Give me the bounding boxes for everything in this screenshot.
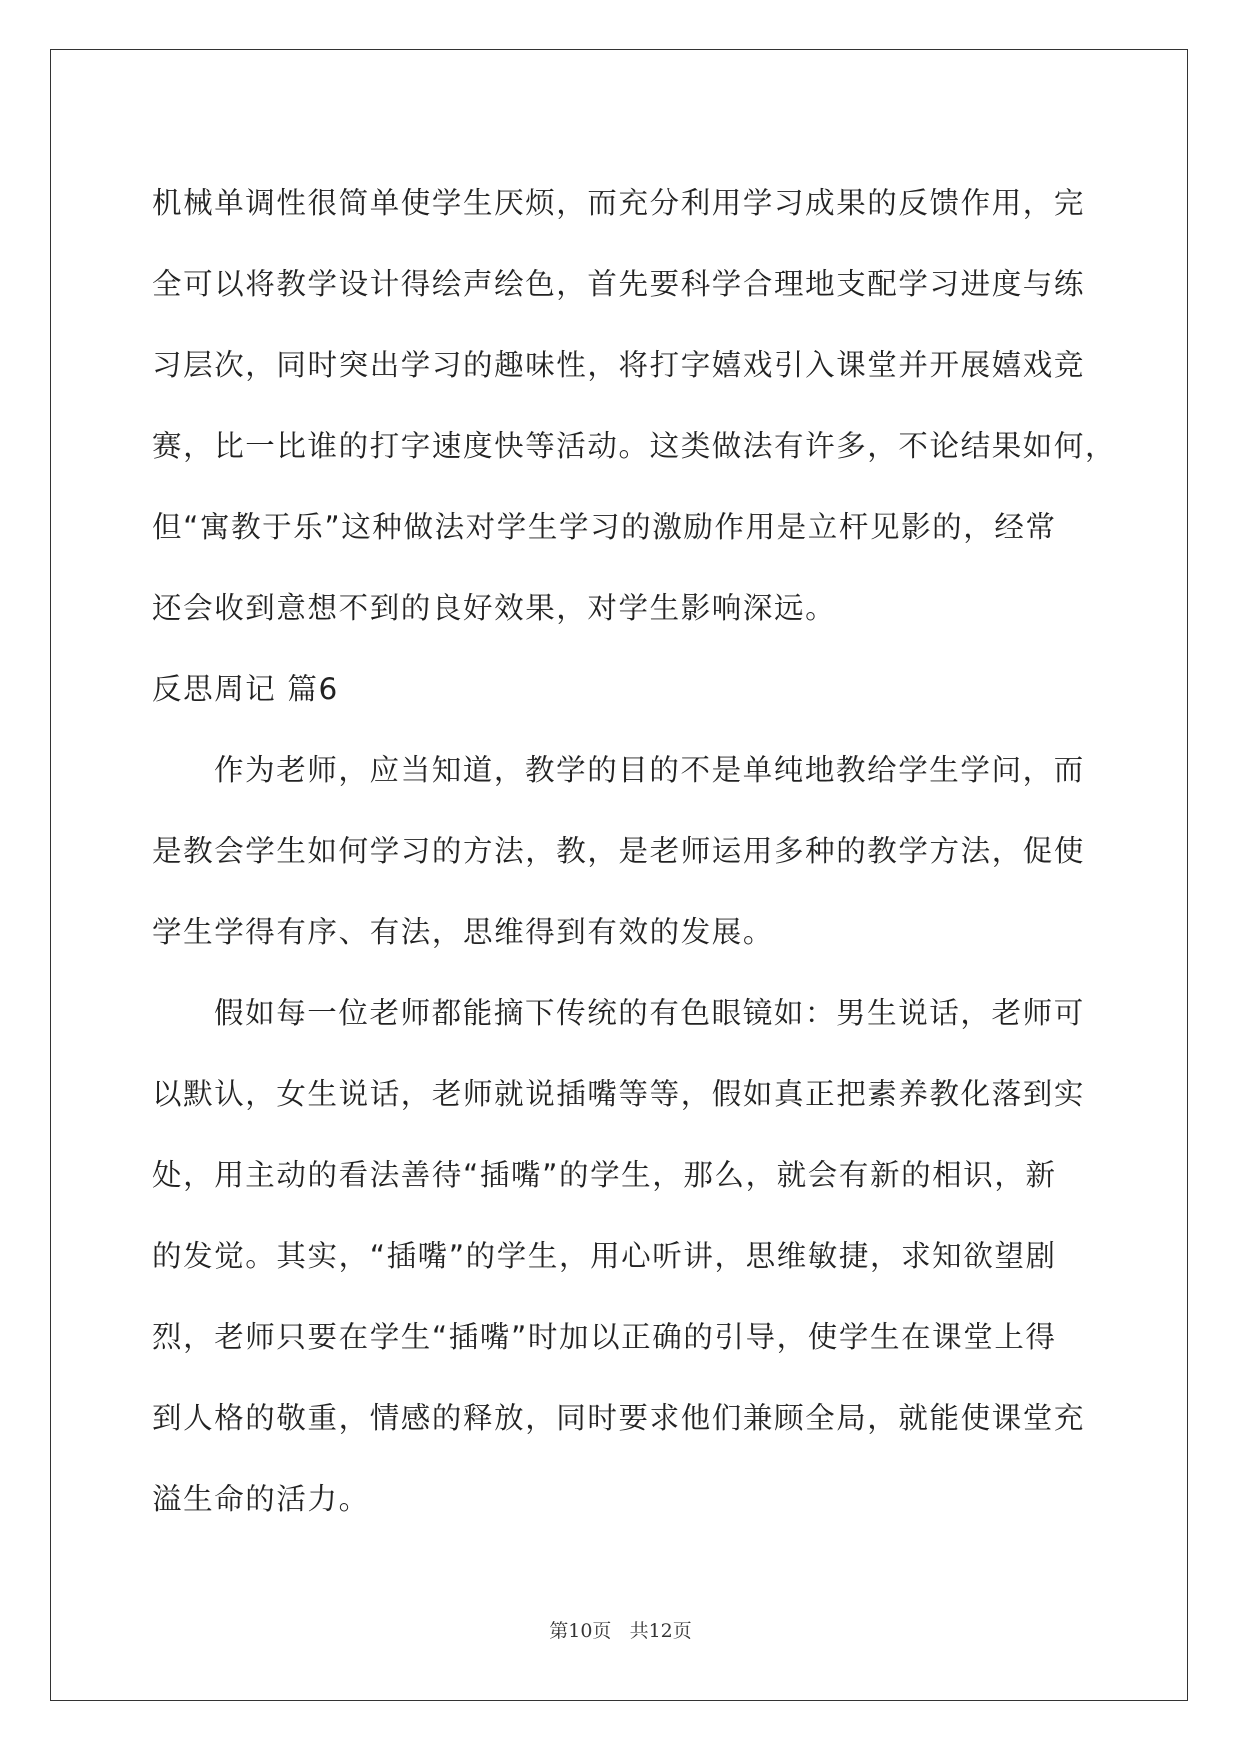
page-footer [0,1616,1241,1643]
text-line: 学生学得有序、有法，思维得到有效的发展。 [152,915,775,949]
text-line: 机械单调性很简单使学生厌烦，而充分利用学习成果的反馈作用，完 [152,186,1086,220]
text-line: 溢生命的活力。 [152,1482,370,1516]
section-heading: 反思周记 篇6 [152,672,339,706]
text-line: 赛，比一比谁的打字速度快等活动。这类做法有许多，不论结果如何， [152,429,1117,463]
text-line: 是教会学生如何学习的方法，教，是老师运用多种的教学方法，促使 [152,834,1086,868]
document-body [152,163,1117,1540]
text-line: 以默认，女生说话，老师就说插嘴等等，假如真正把素养教化落到实 [152,1077,1086,1111]
text-line: 全可以将教学设计得绘声绘色，首先要科学合理地支配学习进度与练 [152,267,1086,301]
text-line: 但“寓教于乐”这种做法对学生学习的激励作用是立杆见影的，经常 [152,510,1057,544]
text-line: 作为老师，应当知道，教学的目的不是单纯地教给学生学问，而 [214,753,1085,787]
text-line: 到人格的敬重，情感的释放，同时要求他们兼顾全局，就能使课堂充 [152,1401,1086,1435]
text-line: 习层次，同时突出学习的趣味性，将打字嬉戏引入课堂并开展嬉戏竞 [152,348,1086,382]
page-number: 第10页 [549,1620,612,1642]
page-total: 共12页 [629,1620,692,1642]
text-line: 假如每一位老师都能摘下传统的有色眼镜如：男生说话，老师可 [214,996,1085,1030]
text-line: 处，用主动的看法善待“插嘴”的学生，那么，就会有新的相识，新 [152,1158,1057,1192]
text-line: 还会收到意想不到的良好效果，对学生影响深远。 [152,591,837,625]
text-line: 的发觉。其实，“插嘴”的学生，用心听讲，思维敏捷，求知欲望剧 [152,1239,1057,1273]
text-line: 烈，老师只要在学生“插嘴”时加以正确的引导，使学生在课堂上得 [152,1320,1057,1354]
